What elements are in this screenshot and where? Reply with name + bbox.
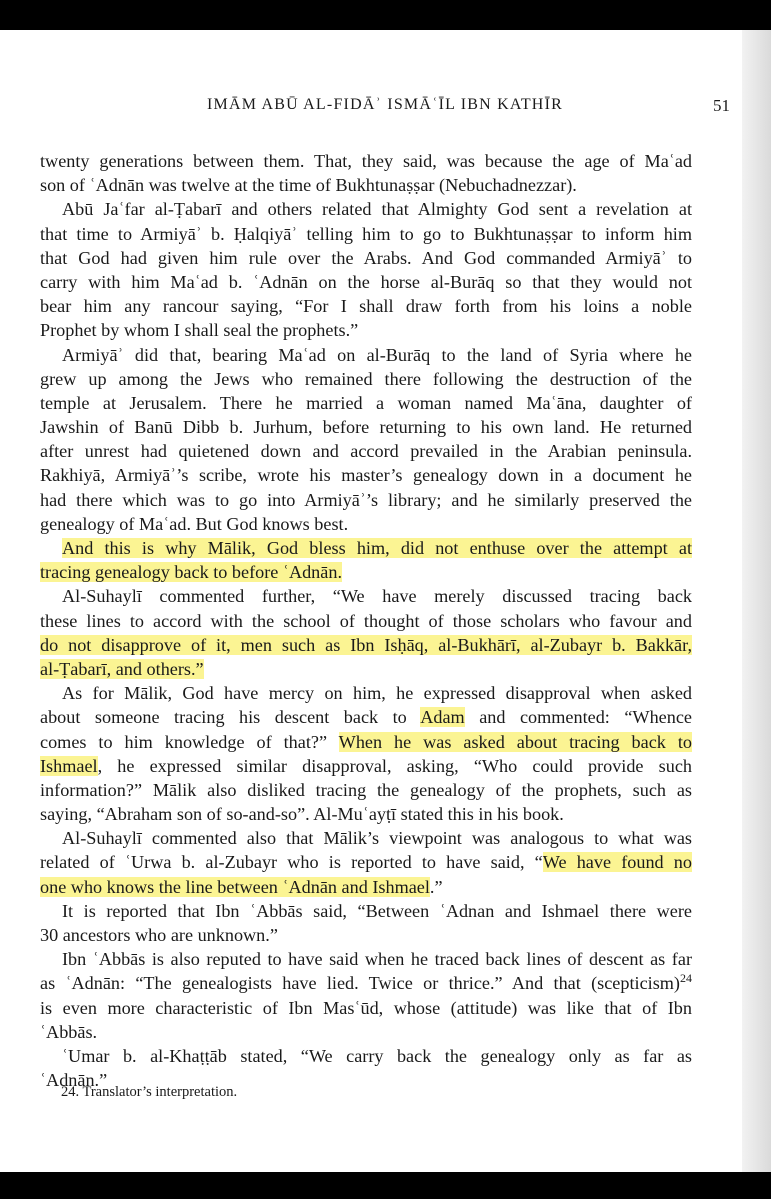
text-line: Ibn ʿAbbās is also reputed to have said when he traced back lines of descent as far — [62, 949, 692, 970]
text-span: , he expressed similar disapproval, asking, “Who could provide such — [97, 755, 692, 776]
paragraph — [40, 947, 692, 1044]
text-line: twenty generations between them. That, they said, was because the age of Maʿad — [40, 151, 692, 171]
text-line — [40, 850, 692, 874]
text-line: ʿUmar b. al-Khaṭṭāb stated, “We carry back the genealogy only as far as — [62, 1045, 692, 1066]
text-line: these lines to accord with the school of thought of those scholars who favour and — [40, 610, 692, 631]
text-line: grew up among the Jews who remained there following the destruction of the — [40, 368, 692, 389]
text-line: Abū Jaʿfar al-Ṭabarī and others related that Almighty God sent a revelation at — [62, 199, 692, 220]
text-line — [40, 657, 692, 681]
text-line: Armiyāʾ did that, bearing Maʿad on al-Burāq to the land of Syria where he — [62, 344, 692, 365]
highlighted-text: do not disapprove of it, men such as Ibn Isḥāq, al-Bukhārī, al-Zubayr b. Bakkār, — [40, 634, 692, 655]
highlighted-text: When he was asked about tracing back to — [338, 731, 692, 752]
highlighted-text: Ishmael — [40, 755, 98, 776]
highlighted-text: tracing genealogy back to before ʿAdnān. — [40, 562, 342, 583]
text-span: and commented: “Whence — [464, 707, 692, 728]
footnote-reference: 24 — [680, 971, 692, 986]
text-line: Al-Suhaylī commented also that Mālik’s viewpoint was analogous to what was — [62, 828, 692, 849]
highlighted-text: one who knows the line between ʿAdnān and Ishmael — [40, 876, 430, 897]
highlighted-text: Adam — [420, 707, 465, 728]
text-span: about someone tracing his descent back to — [40, 707, 421, 728]
paragraph — [40, 343, 692, 537]
text-line: that time to Armiyāʾ b. Ḥalqiyāʾ telling him to go to Bukhtunaṣṣar to inform him — [40, 223, 692, 244]
text-line — [40, 633, 692, 657]
text-line — [40, 875, 692, 899]
text-line: temple at Jerusalem. There he married a woman named Maʿāna, daughter of — [40, 392, 692, 413]
text-line: after unrest had quietened down and accord prevailed in the Arabian peninsula. — [40, 441, 692, 462]
running-head-title: IMĀM ABŪ AL-FIDĀʾ ISMĀʿĪL IBN KATHĪR — [207, 96, 563, 113]
text-line — [40, 754, 692, 778]
text-line: As for Mālik, God have mercy on him, he expressed disapproval when asked — [62, 683, 692, 704]
text-line: genealogy of Maʿad. But God knows best. — [40, 513, 349, 534]
text-line — [40, 730, 692, 754]
text-line — [40, 971, 692, 995]
text-line: bear him any rancour saying, “For I shall draw forth from his loins a noble — [40, 296, 692, 317]
highlighted-text: And this is why Mālik, God bless him, did not enthuse over the attempt at — [62, 538, 692, 558]
page-edge-shadow — [742, 30, 771, 1172]
body-text — [40, 149, 692, 1092]
text-line: Al-Suhaylī commented further, “We have merely discussed tracing back — [62, 586, 692, 607]
paragraph-highlighted — [40, 536, 692, 584]
text-span: .” — [429, 876, 443, 897]
bottom-frame-bar — [0, 1172, 771, 1199]
paragraph — [40, 584, 692, 681]
text-line: Jawshin of Banū Dibb b. Jurhum, before returning to his own land. He returned — [40, 417, 692, 438]
text-span: comes to him knowledge of that?” — [40, 731, 339, 752]
paragraph — [40, 826, 692, 899]
text-line: carry with him Maʿad b. ʿAdnān on the horse al-Burāq so that they would not — [40, 271, 692, 292]
text-line: that God had given him rule over the Arabs. And God commanded Armiyāʾ to — [40, 247, 692, 268]
text-line — [40, 560, 692, 584]
text-line: 30 ancestors who are unknown.” — [40, 925, 278, 945]
text-line: ʿAdnān.” — [40, 1070, 108, 1091]
text-line: It is reported that Ibn ʿAbbās said, “Between ʿAdnan and Ishmael there were — [62, 900, 692, 921]
text-line: information?” Mālik also disliked tracing the genealogy of the prophets, such as — [40, 779, 692, 800]
paragraph — [40, 899, 692, 947]
text-line: had there which was to go into Armiyāʾ’s library; and he similarly preserved the — [40, 489, 692, 510]
text-line: son of ʿAdnān was twelve at the time of Bukhtunaṣṣar (Nebuchadnezzar). — [40, 175, 577, 196]
highlighted-text: We have found no — [542, 852, 692, 873]
page-number: 51 — [713, 96, 730, 115]
paragraph — [40, 149, 692, 197]
text-span: as ʿAdnān: “The genealogists have lied. Twice or thrice.” And that (scepticism) — [40, 973, 680, 994]
highlighted-text: al-Ṭabarī, and others.” — [40, 658, 204, 679]
footnote: 24. Translator’s interpretation. — [61, 1084, 238, 1100]
paragraph — [40, 197, 692, 342]
text-span: related of ʿUrwa b. al-Zubayr who is reported to have said, “ — [40, 852, 543, 873]
text-line: Rakhiyā, Armiyāʾ’s scribe, wrote his master’s genealogy down in a document he — [40, 465, 692, 486]
top-frame-bar — [0, 0, 771, 30]
text-line: ʿAbbās. — [40, 1021, 98, 1042]
text-line — [40, 536, 692, 560]
text-line: is even more characteristic of Ibn Masʿūd, whose (attitude) was like that of Ibn — [40, 997, 692, 1018]
text-line: Prophet by whom I shall seal the prophets.” — [40, 320, 359, 341]
text-line: saying, “Abraham son of so-and-so”. Al-Muʿayṭī stated this in his book. — [40, 804, 564, 825]
text-line — [40, 705, 692, 729]
paragraph — [40, 681, 692, 826]
running-head — [40, 96, 730, 120]
